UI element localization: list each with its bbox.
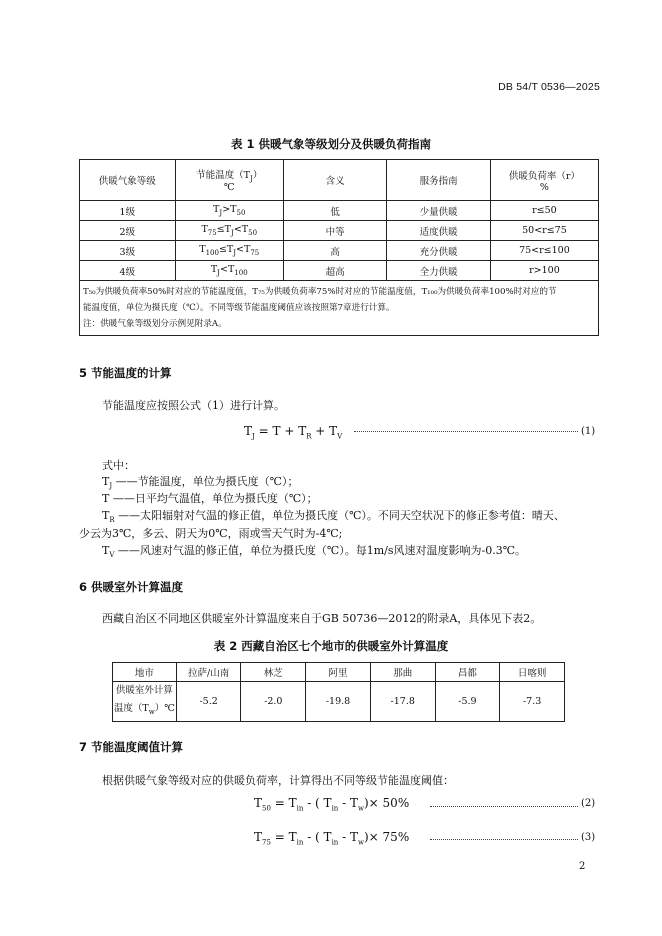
cell-value: -7.3 <box>500 682 565 722</box>
table2-caption: 表 2 西藏自治区七个地市的供暖室外计算温度 <box>213 639 449 653</box>
cell-value: -17.8 <box>370 682 435 722</box>
formula-3: $T_{75} = T_{in}$ - ( $T_{in} - T_w)\times 75\%$ <box>254 830 410 847</box>
cell-level: 4级 <box>80 261 176 281</box>
definition-tv: $T_V$ ——风速对气温的修正值，单位为摄氏度（℃）。每1m/s风速对温度影响为-0.3℃。 <box>102 544 527 560</box>
table1 <box>79 159 599 336</box>
leader-dots <box>430 805 578 807</box>
cell-level: 1级 <box>80 201 176 221</box>
section7-heading: 7 节能温度阈值计算 <box>79 740 184 754</box>
cell-guide: 少量供暖 <box>387 201 491 221</box>
equation-number-3: (3) <box>581 832 596 843</box>
cell-guide: 适度供暖 <box>387 221 491 241</box>
cell-value: -19.8 <box>306 682 371 722</box>
cell-rate: 50<r≤75 <box>490 221 598 241</box>
table1-note <box>80 281 599 336</box>
formula-1: $T_J = T + T_R + T_V$ <box>244 424 343 441</box>
cell-meaning: 超高 <box>283 261 387 281</box>
definition-t: T ——日平均气温值，单位为摄氏度（℃）； <box>102 492 318 505</box>
section5-intro: 节能温度应按照公式（1）进行计算。 <box>102 399 285 412</box>
page-number: 2 <box>579 861 586 872</box>
note-line: 注：供暖气象等级划分示例见附录A。 <box>83 319 227 329</box>
cell-rate: r≤50 <box>490 201 598 221</box>
table-row <box>80 201 599 221</box>
section6-heading: 6 供暖室外计算温度 <box>79 580 184 594</box>
cell-value: -5.9 <box>435 682 500 722</box>
section7-body: 根据供暖气象等级对应的供暖负荷率，计算得出不同等级节能温度阈值： <box>102 774 454 787</box>
table1-caption: 表 1 供暖气象等级划分及供暖负荷指南 <box>230 137 431 151</box>
header-lhasa: 拉萨/山南 <box>176 663 241 682</box>
header-nagqu: 那曲 <box>370 663 435 682</box>
cell-value: -2.0 <box>241 682 306 722</box>
header-shigatse: 日喀则 <box>500 663 565 682</box>
equation-number-1: (1) <box>581 426 596 437</box>
cell-temp: $T_J>T_{50}$ <box>175 201 283 221</box>
note-line: T₅₀为供暖负荷率50%时对应的节能温度值，T₇₅为供暖负荷率75%时对应的节能温度值，T₁₀₀为供暖负荷率100%时对应的节 <box>83 287 557 297</box>
header-guide: 服务指南 <box>387 160 491 201</box>
cell-level: 2级 <box>80 221 176 241</box>
header-rate: 供暖负荷率（r） % <box>490 160 598 201</box>
table1-header-row <box>80 160 599 201</box>
cell-value: -5.2 <box>176 682 241 722</box>
cell-temp: $T_J<T_{100}$ <box>175 261 283 281</box>
header-ngari: 阿里 <box>306 663 371 682</box>
table-row <box>80 261 599 281</box>
leader-dots <box>354 430 578 432</box>
header-nyingchi: 林芝 <box>241 663 306 682</box>
formula-2: $T_{50} = T_{in}$ - ( $T_{in} - T_w)\times 50\%$ <box>254 796 410 813</box>
note-line: 能温度值，单位为摄氏度（℃）。不同等级节能温度阈值应该按照第7章进行计算。 <box>83 303 395 313</box>
header-level: 供暖气象等级 <box>80 160 176 201</box>
definition-tr: $T_R$ ——太阳辐射对气温的修正值，单位为摄氏度（℃）。不同天空状况下的修正参考值：晴天、 <box>102 509 565 525</box>
table-row <box>113 682 565 722</box>
cell-temp: $T_{100}\le T_J<T_{75}$ <box>175 241 283 261</box>
table-row <box>80 241 599 261</box>
header-city: 地市 <box>113 663 177 682</box>
cell-rate: 75<r≤100 <box>490 241 598 261</box>
table2 <box>112 662 565 722</box>
definition-tr-cont: 少云为3℃，多云、阴天为0℃，雨或雪天气时为-4℃; <box>79 527 343 540</box>
section5-heading: 5 节能温度的计算 <box>79 366 172 380</box>
table1-note-row <box>80 281 599 336</box>
cell-meaning: 中等 <box>283 221 387 241</box>
cell-guide: 充分供暖 <box>387 241 491 261</box>
cell-guide: 全力供暖 <box>387 261 491 281</box>
table-row <box>80 221 599 241</box>
equation-number-2: (2) <box>581 798 596 809</box>
header-qamdo: 昌都 <box>435 663 500 682</box>
header-meaning: 含义 <box>283 160 387 201</box>
definition-tj: $T_J$ ——节能温度，单位为摄氏度（℃）； <box>102 475 299 491</box>
cell-meaning: 低 <box>283 201 387 221</box>
where-label: 式中： <box>102 459 135 472</box>
document-code: DB 54/T 0536—2025 <box>498 81 600 93</box>
cell-rate: r>100 <box>490 261 598 281</box>
row-label-outdoor-temp: 供暖室外计算 温度$(T_w)℃$ <box>113 682 177 722</box>
cell-level: 3级 <box>80 241 176 261</box>
table2-header-row <box>113 663 565 682</box>
cell-temp: $T_{75}\le T_J<T_{50}$ <box>175 221 283 241</box>
header-energy-temp: 节能温度$(T_J)$ ℃ <box>175 160 283 201</box>
cell-meaning: 高 <box>283 241 387 261</box>
leader-dots <box>430 838 578 840</box>
section6-body: 西藏自治区不同地区供暖室外计算温度来自于GB 50736—2012的附录A，具体见下表2。 <box>102 612 542 625</box>
